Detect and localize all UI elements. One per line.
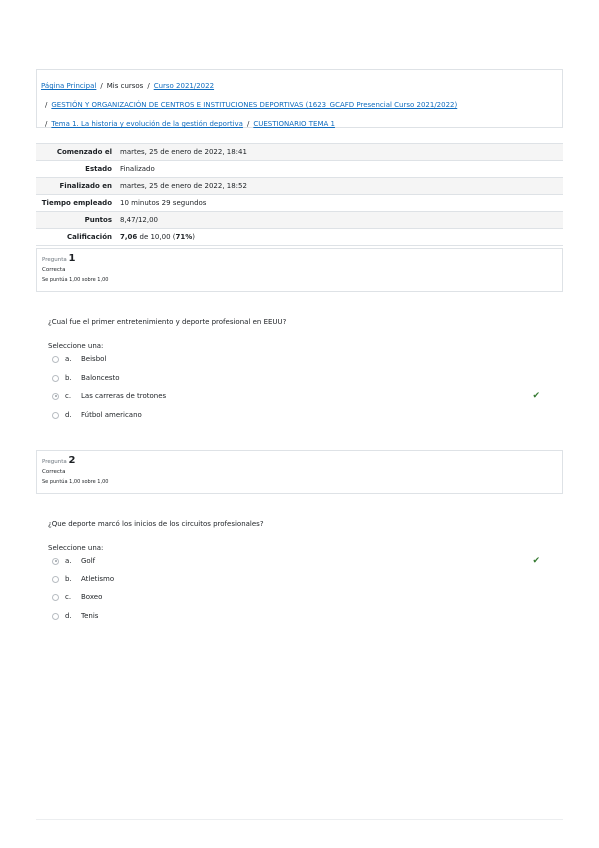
summary-value: 10 minutos 29 segundos	[120, 199, 207, 207]
check-icon: ✔	[532, 391, 540, 401]
question-2-answer-c[interactable]	[52, 590, 552, 604]
summary-row-time	[36, 195, 563, 212]
question-number	[42, 455, 557, 466]
radio-button[interactable]	[52, 412, 59, 419]
footer-divider	[36, 819, 563, 820]
summary-label: Finalizado en	[59, 182, 112, 190]
summary-label: Puntos	[84, 216, 112, 224]
answer-letter: b.	[65, 575, 72, 583]
question-grade: Se puntúa 1,00 sobre 1,00	[42, 479, 109, 485]
answer-text: Fútbol americano	[81, 411, 142, 419]
summary-grade-value	[116, 229, 563, 246]
breadcrumb-line-3	[41, 115, 558, 134]
answer-text: Baloncesto	[81, 374, 120, 382]
answer-text: Boxeo	[81, 593, 103, 601]
answer-letter: d.	[65, 411, 72, 419]
question-1-text: ¿Cual fue el primer entretenimiento y deporte profesional en EEUU?	[48, 318, 287, 326]
answer-letter: c.	[65, 392, 72, 400]
summary-row-grade	[36, 229, 563, 246]
breadcrumb-separator: /	[246, 120, 250, 128]
answer-text: Tenis	[81, 612, 99, 620]
summary-row-state	[36, 161, 563, 178]
breadcrumb-home-link[interactable]: Página Principal	[41, 82, 97, 90]
summary-row-points	[36, 212, 563, 229]
question-label: Pregunta	[42, 257, 67, 263]
answer-text: Beisbol	[81, 355, 107, 363]
question-label: Pregunta	[42, 459, 67, 465]
question-2-answer-b[interactable]	[52, 572, 552, 586]
question-number-value: 1	[68, 253, 76, 264]
answer-letter: b.	[65, 374, 72, 382]
question-2-info	[36, 450, 563, 494]
grade-percent: 71%	[175, 233, 193, 241]
radio-button[interactable]	[52, 375, 59, 382]
radio-button[interactable]	[52, 613, 59, 620]
check-icon: ✔	[532, 556, 540, 566]
summary-label: Estado	[85, 165, 112, 173]
grade-end: )	[192, 233, 195, 241]
answer-text: Atletismo	[81, 575, 115, 583]
attempt-summary-table	[36, 143, 563, 246]
radio-button[interactable]	[52, 356, 59, 363]
breadcrumb-topic-link[interactable]: Tema 1. La historia y evolución de la gestión deportiva	[51, 120, 243, 128]
summary-row-finished	[36, 178, 563, 195]
grade-middle: de 10,00 (	[137, 233, 176, 241]
question-1-answer-a[interactable]	[52, 352, 552, 366]
breadcrumb-quiz-link[interactable]: CUESTIONARIO TEMA 1	[253, 120, 335, 128]
answer-letter: a.	[65, 355, 72, 363]
breadcrumb-line-2	[41, 96, 558, 115]
question-1-prompt: Seleccione una:	[48, 342, 104, 350]
summary-label: Tiempo empleado	[41, 199, 112, 207]
breadcrumb-separator: /	[45, 101, 48, 109]
summary-value: martes, 25 de enero de 2022, 18:41	[120, 148, 247, 156]
summary-label: Comenzado el	[56, 148, 112, 156]
question-number	[42, 253, 557, 264]
question-1-answer-d[interactable]	[52, 408, 552, 422]
question-number-value: 2	[68, 455, 76, 466]
breadcrumb-course-year-link[interactable]: Curso 2021/2022	[153, 82, 215, 90]
question-grade: Se puntúa 1,00 sobre 1,00	[42, 277, 109, 283]
radio-button-selected[interactable]	[52, 558, 59, 565]
question-2-text: ¿Que deporte marcó los inicios de los circuitos profesionales?	[48, 520, 264, 528]
radio-button[interactable]	[52, 594, 59, 601]
question-1-info	[36, 248, 563, 292]
breadcrumb-separator: /	[45, 120, 48, 128]
question-2-prompt: Seleccione una:	[48, 544, 104, 552]
answer-text: Las carreras de trotones	[81, 392, 167, 400]
breadcrumb-my-courses: Mis cursos	[106, 82, 144, 90]
answer-letter: d.	[65, 612, 72, 620]
summary-row-started	[36, 144, 563, 161]
breadcrumb-separator: /	[147, 82, 150, 90]
answer-text: Golf	[81, 557, 96, 565]
answer-letter: a.	[65, 557, 72, 565]
radio-button[interactable]	[52, 576, 59, 583]
breadcrumb-line-1	[41, 77, 558, 96]
question-2-answer-d[interactable]	[52, 609, 552, 623]
breadcrumb	[36, 69, 563, 128]
breadcrumb-course-link[interactable]: GESTIÓN Y ORGANIZACIÓN DE CENTROS E INSTITUCIONES DEPORTIVAS (1623_GCAFD Presencial Curso 2021/2022)	[51, 101, 458, 109]
radio-button-selected[interactable]	[52, 393, 59, 400]
summary-label: Calificación	[66, 233, 112, 241]
question-1-answer-b[interactable]	[52, 371, 552, 385]
summary-value: 8,47/12,00	[120, 216, 158, 224]
question-state: Correcta	[42, 267, 66, 273]
answer-letter: c.	[65, 593, 72, 601]
summary-value: Finalizado	[120, 165, 155, 173]
question-state: Correcta	[42, 469, 66, 475]
breadcrumb-separator: /	[100, 82, 103, 90]
question-2-answer-a[interactable]	[52, 554, 552, 568]
question-1-answer-c[interactable]	[52, 389, 552, 403]
grade-score: 7,06	[120, 233, 138, 241]
summary-value: martes, 25 de enero de 2022, 18:52	[120, 182, 247, 190]
